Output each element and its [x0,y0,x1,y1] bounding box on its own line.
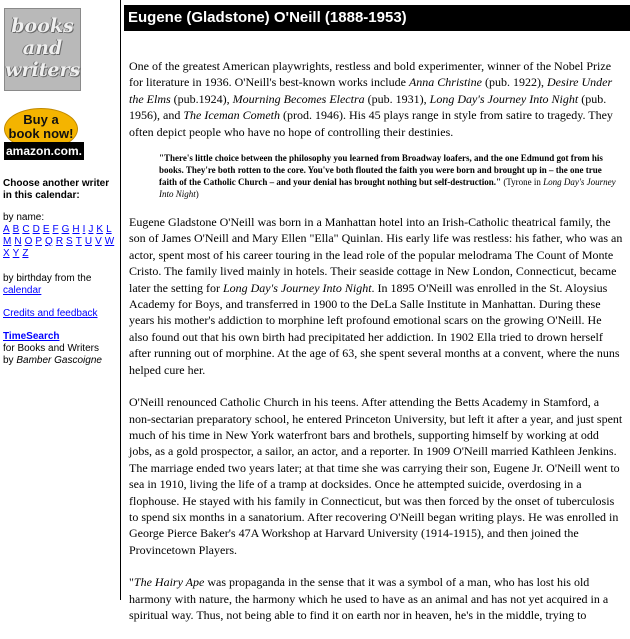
birthday-nav [3,273,118,297]
quote-mark: " [129,575,134,590]
letter-link-b[interactable]: B [12,224,20,235]
buy-book-amazon-button[interactable] [4,108,81,158]
intro-text-2: (pub. 1922), [481,75,547,90]
work-title: The Iceman Cometh [183,108,280,123]
letter-link-d[interactable]: D [32,224,40,235]
credits-nav [3,308,118,320]
timesearch-block [3,331,118,367]
quote-block [159,152,620,200]
biography-paragraph-2: O'Neill renounced Catholic Church in his teens. After attending the Betts Academy in Stamford, a non-sectarian preparatory school, he entered Princeton University, but left it after a year, and just spent much of his time in New York waterfront bars and brothels, supporting himself by working at odd jobs, as a gold prospector, a sailor, an actor, and a reporter. In 1909 O'Neill married Kathleen Jenkins. The marriage ended two years later; at that time she was carrying their son, Eugene Jr. O'Neill went to sea in 1910, living the life of a tramp at docksides. Once he attempted suicide, overdosing in a flophouse. He stayed with his family in Connecticut, but was then forced by the onset of tuberculosis to spend six months in a sanatorium. After recovering O'Neill began writing plays. He was enrolled in George Pierce Baker's 47A Workshop at Harvard University (1914-1915), and then joined the Provincetown Players. [129,395,623,557]
logo-line-books: books [11,15,74,37]
work-title: Long Day's Journey Into Night [222,280,372,295]
logo-line-writers: writers [5,59,81,81]
intro-paragraph [129,58,623,140]
buy-text [4,113,78,141]
work-title: Anna Christine [408,75,482,90]
buy-line-1: Buy a [23,112,59,127]
quote-text: "There's little choice between the philosophy you learned from Broadway loafers, and the one Edmund got from his books. They're both rotten to the core. You've both flouted the faith you were born and brought up in – the one true faith of the Catholic Church – and your denial has brought nothing but self-destruction." [159,153,603,188]
letter-link-y[interactable]: Y [12,248,20,259]
bio1-text-1: Eugene Gladstone O'Neill was born in a Manhattan hotel into an Irish-Catholic theatrical family, the son of James O'Neill and Mary Ellen "Ella" Quinlan. His early life was restless: his father, who was an actor, spent most of his career touring in the lead role of the popular melodrama The Count of Monte Cristo. The family lived mainly in hotels. Their seaside cottage in New London, Connecticut, became later the setting for [129,215,623,295]
letter-link-w[interactable]: W [104,236,115,247]
intro-text-1: One of the greatest American playwrights, restless and bold experimenter, winner of the Nobel Prize for literature in 1936. O'Neill's best-known works include [129,59,612,90]
intro-text-6: (prod. 1946). His 45 plays range in style from satire to tragedy. They often depict people who have no hope of controlling their destinies. [129,108,613,139]
intro-text-3: (pub.1924), [170,91,233,106]
letter-link-r[interactable]: R [55,236,64,247]
letter-link-s[interactable]: S [66,236,73,247]
letter-link-u[interactable]: U [84,236,93,247]
letter-link-o[interactable]: O [24,236,33,247]
timesearch-description: for Books and Writers [3,343,99,354]
amazon-logo: amazon.com. [5,144,83,158]
books-and-writers-logo[interactable] [4,8,81,91]
by-name-label: by name: [3,212,45,223]
timesearch-link[interactable]: TimeSearch [3,331,60,342]
letter-link-x[interactable]: X [3,248,10,259]
letter-link-z[interactable]: Z [22,248,29,259]
letter-link-m[interactable]: M [3,236,12,247]
work-title: The Hairy Ape [133,575,205,590]
biography-paragraph-1 [129,214,623,378]
letter-link-l[interactable]: L [106,224,112,235]
letter-link-a[interactable]: A [3,224,10,235]
letter-link-t[interactable]: T [75,236,82,247]
buy-line-2: book now! [8,126,74,141]
letter-link-q[interactable]: Q [45,236,53,247]
article-body [129,58,623,639]
calendar-link[interactable]: calendar [3,285,42,296]
letter-link-i[interactable]: I [82,224,86,235]
letter-link-n[interactable]: N [14,236,22,247]
by-label: by [3,355,14,366]
letter-link-g[interactable]: G [61,224,70,235]
letter-link-h[interactable]: H [72,224,80,235]
author-name: Bamber Gascoigne [16,355,102,366]
intro-text-4: (pub. 1931), [364,91,430,106]
bio3-text-1: was propaganda in the sense that it was a symbol of a man, who has lost his old harmony with nature, the harmony which he used to have as an animal and has not yet acquired in a spiritual way. Thus, not being able to find it on earth nor in heaven, he's in the middle, trying to [129,575,609,622]
quote-source-work: Long Day's Journey Into Night [159,177,616,200]
letter-index [3,224,118,260]
choose-writer-heading: Choose another writer in this calendar: [3,178,110,201]
biography-paragraph-3 [129,574,623,623]
quote-source-prefix: (Tyrone in [501,177,544,188]
letter-link-f[interactable]: F [52,224,59,235]
work-title: Mourning Becomes Electra [232,91,365,106]
letter-link-e[interactable]: E [42,224,50,235]
intro-text-5: (pub. 1956), and [129,91,607,123]
letter-link-p[interactable]: P [35,236,43,247]
letter-link-k[interactable]: K [96,224,104,235]
bio1-text-2: . In 1895 O'Neill was enrolled in the St. Aloysius Academy for Boys, and transferred in 1900 to the DeLa Salle Institute in Manhattan. During these years his mother's addiction to morphine left profound emotional scars on the growing O'Neill. He also found out that his own birth had precipitated her addiction. In 1902 Ella tried to drown herself after running out of morphine. At the age of 63, she spent several months at a convent, where the nuns helped cure her. [129,280,620,377]
letter-link-j[interactable]: J [88,224,94,235]
letter-link-c[interactable]: C [22,224,30,235]
work-title: Desire Under the Elms [129,75,613,106]
sidebar [0,0,121,600]
page-title: Eugene (Gladstone) O'Neill (1888-1953) [124,5,630,31]
logo-line-and: and [22,37,63,59]
credits-feedback-link[interactable]: Credits and feedback [3,308,98,319]
letter-link-v[interactable]: V [95,236,102,247]
quote-source-suffix: ) [195,189,199,200]
birthday-label: by birthday from the [3,273,92,284]
work-title: Long Day's Journey Into Night [429,91,579,106]
